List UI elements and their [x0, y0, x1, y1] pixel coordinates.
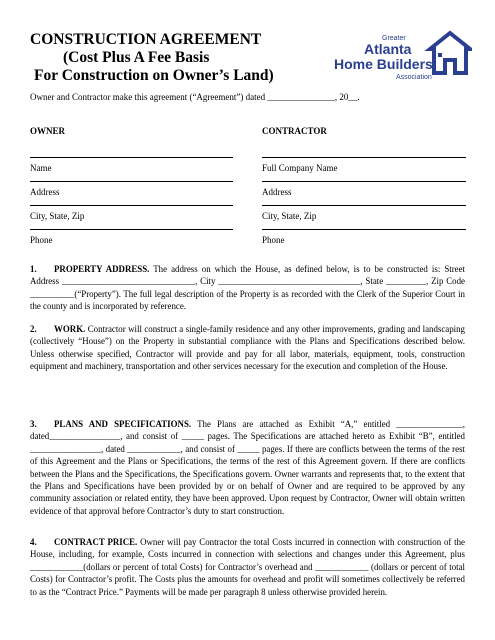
section-plans-specifications — [30, 418, 465, 517]
contractor-city-line — [262, 205, 466, 206]
owner-heading: OWNER — [30, 126, 66, 136]
section-heading: PLANS AND SPECIFICATIONS. — [54, 419, 192, 429]
section-number: 3. — [30, 419, 37, 429]
owner-phone-line — [30, 229, 233, 230]
logo-line-1: Greater — [382, 35, 406, 42]
owner-city-label: City, State, Zip — [30, 211, 85, 221]
owner-phone-label: Phone — [30, 235, 53, 245]
home-builders-logo — [332, 27, 472, 85]
section-text: The Plans are attached as Exhibit “A,” entitled _______________, dated________________, and consist of _____ pages. The Specifications are attached hereto as Exhibit “B”, entitled ________________, dated ____________, and consist of _____ pages. If there are conflicts between the terms of the rest of this Agreement and the Plans or Specifications, the terms of the rest of this Agreement govern. If there are conflicts between the Plans and the Specifications, the Specifications govern. Owner warrants and represents that, to the extent that the Plans and Specifications have been provided by or on behalf of Owner and are required to be approved by any community association or related entity, they have been approved. Upon request by Contractor, Owner will obtain written evidence of that approval before Contractor’s duty to start construction. — [30, 419, 465, 516]
section-property-address — [30, 263, 465, 313]
section-number: 4. — [30, 537, 37, 547]
section-number: 1. — [30, 264, 37, 274]
owner-city-line — [30, 205, 233, 206]
contractor-phone-line — [262, 229, 466, 230]
section-heading: WORK. — [54, 324, 86, 334]
section-heading: CONTRACT PRICE. — [54, 537, 138, 547]
owner-address-label: Address — [30, 187, 60, 197]
section-heading: PROPERTY ADDRESS. — [54, 264, 150, 274]
contractor-phone-label: Phone — [262, 235, 285, 245]
owner-name-line — [30, 157, 233, 158]
title-line-3: For Construction on Owner’s Land) — [34, 67, 274, 84]
logo-line-3: Home Builders — [334, 56, 433, 72]
document-title — [30, 31, 274, 85]
intro-line: Owner and Contractor make this agreement (“Agreement”) dated _______________, 20__. — [30, 92, 360, 102]
owner-name-label: Name — [30, 163, 52, 173]
contractor-address-line — [262, 181, 466, 182]
contractor-city-label: City, State, Zip — [262, 211, 317, 221]
section-text: Contractor will construct a single-family residence and any other improvements, grading and landscaping (collectively “House”) on the Property in substantial compliance with the Plans and Specifications described below. Unless otherwise specified, Contractor will provide and pay for all labor, materials, equipment, tools, construction equipment and machinery, transportation and other services necessary for the execution and completion of the House. — [30, 324, 465, 372]
section-number: 2. — [30, 324, 37, 334]
contractor-heading: CONTRACTOR — [262, 126, 327, 136]
contractor-name-line — [262, 157, 466, 158]
section-text: The address on which the House, as defined below, is to be constructed is: Street Address ______________________________, City ________________________________, State _________, Zip Code __________(“Property”). The full legal description of the Property is as recorded with the Clerk of the Superior Court in the county and is incorporated by reference. — [30, 264, 466, 312]
logo-line-2: Atlanta — [364, 41, 412, 57]
title-line-2: (Cost Plus A Fee Basis — [63, 49, 210, 66]
contractor-name-label: Full Company Name — [262, 163, 338, 173]
contractor-address-label: Address — [262, 187, 292, 197]
section-work — [30, 323, 465, 373]
section-contract-price — [30, 536, 465, 598]
logo-line-4: Association — [396, 74, 432, 81]
section-text: Owner will pay Contractor the total Costs incurred in connection with construction of the House, including, for example, Costs incurred in connection with selections and changes under this Agreement, plus ____________(dollars or percent of total Costs) for Contractor’s overhead and ____________ (dollars or percent of total Costs) for Contractor’s profit. The Costs plus the amounts for overhead and profit will sometimes collectively be referred to as the “Contract Price.” Payments will be made per paragraph 8 unless otherwise provided herein. — [30, 537, 465, 597]
owner-address-line — [30, 181, 233, 182]
title-line-1: CONSTRUCTION AGREEMENT — [30, 31, 262, 48]
